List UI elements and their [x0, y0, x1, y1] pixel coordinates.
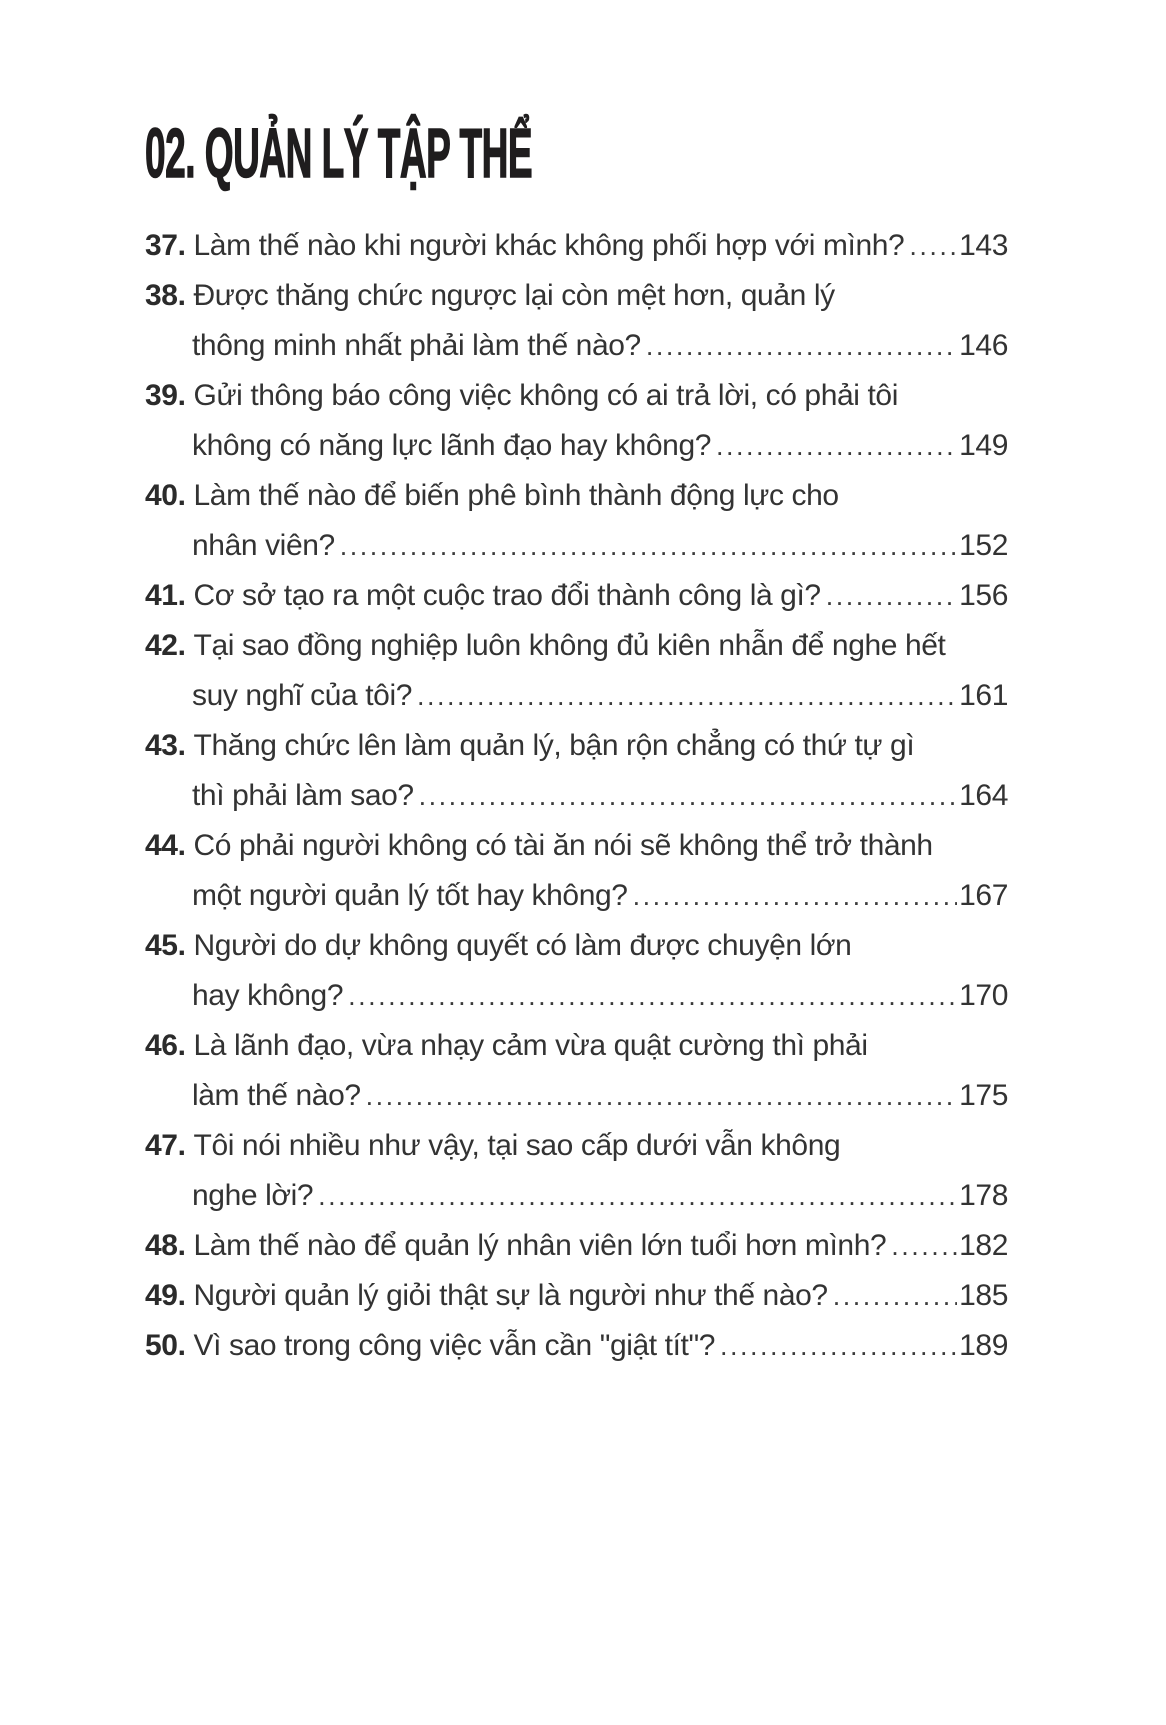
toc-entry	[145, 1321, 1008, 1371]
entry-page: 175	[959, 1079, 1008, 1112]
entry-text: thông minh nhất phải làm thế nào?	[192, 329, 641, 362]
toc-line	[145, 421, 1008, 471]
toc-line	[145, 821, 1008, 871]
entry-text: Người quản lý giỏi thật sự là người như thế nào?	[193, 1279, 828, 1312]
entry-number: 42.	[145, 629, 186, 662]
entry-number: 46.	[145, 1029, 186, 1062]
toc-line	[145, 371, 1008, 421]
entry-text: Tại sao đồng nghiệp luôn không đủ kiên nhẫn để nghe hết	[193, 629, 946, 662]
entry-text: Người do dự không quyết có làm được chuyện lớn	[193, 929, 852, 962]
entry-text: Làm thế nào để quản lý nhân viên lớn tuổi hơn mình?	[193, 1229, 887, 1262]
entry-page: 182	[959, 1229, 1008, 1262]
toc-entry	[145, 1021, 1008, 1121]
toc-entry	[145, 1221, 1008, 1271]
dot-leader	[720, 1321, 957, 1371]
entry-text: suy nghĩ của tôi?	[192, 679, 413, 712]
book-page	[0, 114, 1166, 1725]
entry-text: Là lãnh đạo, vừa nhạy cảm vừa quật cường thì phải	[193, 1029, 868, 1062]
toc-line	[145, 871, 1008, 921]
entry-page: 164	[959, 779, 1008, 812]
entry-number: 47.	[145, 1129, 186, 1162]
toc-entry	[145, 621, 1008, 721]
toc-entry	[145, 221, 1008, 271]
dot-leader	[833, 1271, 957, 1321]
toc-line	[145, 521, 1008, 571]
entry-number: 49.	[145, 1279, 186, 1312]
toc-line	[145, 771, 1008, 821]
toc-line	[145, 1071, 1008, 1121]
entry-text: Có phải người không có tài ăn nói sẽ không thể trở thành	[193, 829, 933, 862]
toc-entry	[145, 721, 1008, 821]
entry-text: Tôi nói nhiều như vậy, tại sao cấp dưới vẫn không	[193, 1129, 841, 1162]
entry-page: 143	[959, 229, 1008, 262]
entry-text: Thăng chức lên làm quản lý, bận rộn chẳng có thứ tự gì	[193, 729, 915, 762]
dot-leader	[716, 421, 957, 471]
toc-line	[145, 221, 1008, 271]
entry-page: 178	[959, 1179, 1008, 1212]
dot-leader	[826, 571, 957, 621]
dot-leader	[417, 671, 957, 721]
toc-line	[145, 921, 1008, 971]
dot-leader	[419, 771, 957, 821]
entry-text: thì phải làm sao?	[192, 779, 414, 812]
entry-text: Gửi thông báo công việc không có ai trả lời, có phải tôi	[193, 379, 898, 412]
entry-number: 40.	[145, 479, 186, 512]
dot-leader	[348, 971, 957, 1021]
dot-leader	[646, 321, 957, 371]
entry-page: 170	[959, 979, 1008, 1012]
entry-page: 167	[959, 879, 1008, 912]
chapter-title	[145, 114, 1008, 192]
toc-line	[145, 1121, 1008, 1171]
toc-entry	[145, 371, 1008, 471]
entry-page: 146	[959, 329, 1008, 362]
toc-line	[145, 1321, 1008, 1371]
entry-number: 44.	[145, 829, 186, 862]
toc-line	[145, 1271, 1008, 1321]
entry-page: 189	[959, 1329, 1008, 1362]
entry-number: 39.	[145, 379, 186, 412]
toc-line	[145, 571, 1008, 621]
entry-text: không có năng lực lãnh đạo hay không?	[192, 429, 712, 462]
entry-text: hay không?	[192, 979, 344, 1012]
entry-text: Vì sao trong công việc vẫn cần "giật tít"?	[193, 1329, 715, 1362]
toc-line	[145, 971, 1008, 1021]
toc-line	[145, 721, 1008, 771]
toc-entry	[145, 571, 1008, 621]
toc-line	[145, 471, 1008, 521]
dot-leader	[891, 1221, 957, 1271]
entry-number: 43.	[145, 729, 186, 762]
entry-number: 38.	[145, 279, 186, 312]
toc-entry	[145, 921, 1008, 1021]
dot-leader	[366, 1071, 957, 1121]
entry-text: Làm thế nào khi người khác không phối hợp với mình?	[193, 229, 905, 262]
toc-line	[145, 321, 1008, 371]
entry-page: 149	[959, 429, 1008, 462]
dot-leader	[318, 1171, 957, 1221]
entry-page: 185	[959, 1279, 1008, 1312]
dot-leader	[633, 871, 958, 921]
entry-number: 48.	[145, 1229, 186, 1262]
toc-entry	[145, 471, 1008, 571]
dot-leader	[340, 521, 957, 571]
toc-entry	[145, 271, 1008, 371]
entry-number: 50.	[145, 1329, 186, 1362]
toc-line	[145, 1221, 1008, 1271]
entry-page: 152	[959, 529, 1008, 562]
entry-text: một người quản lý tốt hay không?	[192, 879, 628, 912]
toc-line	[145, 1171, 1008, 1221]
chapter-title-text: 02. QUẢN LÝ TẬP THỂ	[145, 114, 533, 192]
toc-line	[145, 621, 1008, 671]
entry-text: Được thăng chức ngược lại còn mệt hơn, quản lý	[193, 279, 835, 312]
entry-text: làm thế nào?	[192, 1079, 361, 1112]
toc-list	[145, 221, 1008, 1371]
toc-line	[145, 671, 1008, 721]
entry-text: nhân viên?	[192, 529, 335, 562]
toc-entry	[145, 821, 1008, 921]
entry-text: nghe lời?	[192, 1179, 314, 1212]
toc-line	[145, 271, 1008, 321]
entry-number: 37.	[145, 229, 186, 262]
entry-page: 156	[959, 579, 1008, 612]
entry-page: 161	[959, 679, 1008, 712]
entry-number: 45.	[145, 929, 186, 962]
entry-text: Cơ sở tạo ra một cuộc trao đổi thành công là gì?	[193, 579, 821, 612]
entry-text: Làm thế nào để biến phê bình thành động lực cho	[193, 479, 839, 512]
entry-number: 41.	[145, 579, 186, 612]
dot-leader	[909, 221, 957, 271]
toc-line	[145, 1021, 1008, 1071]
toc-entry	[145, 1271, 1008, 1321]
toc-entry	[145, 1121, 1008, 1221]
